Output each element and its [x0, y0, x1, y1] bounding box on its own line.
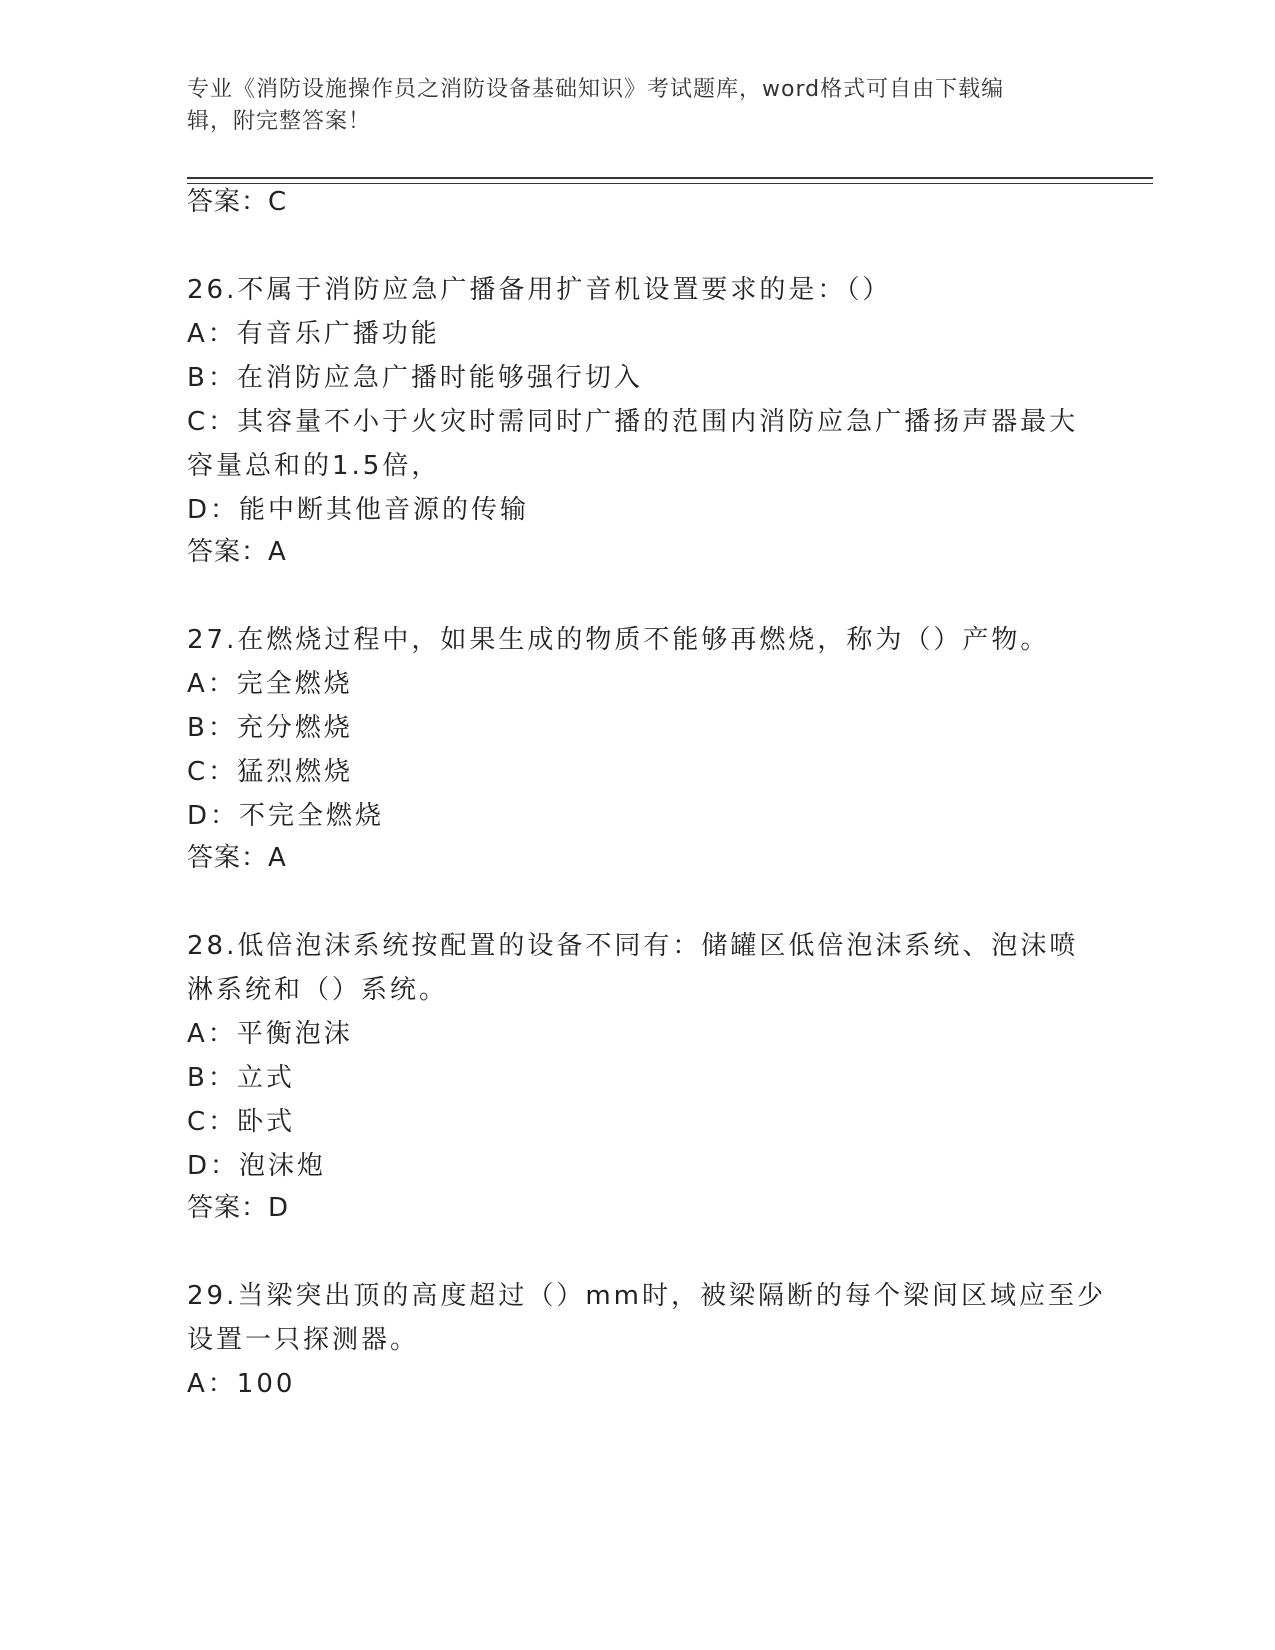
- question-26-option-d: D：能中断其他音源的传输: [187, 495, 530, 525]
- answer-27: 答案：A: [187, 843, 287, 873]
- question-29-stem-cont: 设置一只探测器。: [187, 1325, 420, 1355]
- question-28-stem: 28.低倍泡沫系统按配置的设备不同有：储罐区低倍泡沫系统、泡沫喷: [187, 931, 1079, 961]
- question-26-stem: 26.不属于消防应急广播备用扩音机设置要求的是：（）: [187, 275, 892, 305]
- question-27-option-d: D：不完全燃烧: [187, 801, 385, 831]
- question-27-option-c: C：猛烈燃烧: [187, 757, 354, 787]
- question-28-stem-cont: 淋系统和（）系统。: [187, 975, 449, 1005]
- answer-28: 答案：D: [187, 1193, 290, 1223]
- question-28-option-a: A：平衡泡沫: [187, 1019, 353, 1049]
- question-26-option-c-cont: 容量总和的1.5倍，: [187, 451, 441, 481]
- question-27-option-b: B：充分燃烧: [187, 713, 353, 743]
- question-28-option-d: D：泡沫炮: [187, 1151, 327, 1181]
- header-line-1: 专业《消防设施操作员之消防设备基础知识》考试题库，word格式可自由下载编: [187, 77, 1005, 102]
- question-26-option-c: C：其容量不小于火灾时需同时广播的范围内消防应急广播扬声器最大: [187, 407, 1079, 437]
- question-26-option-a: A：有音乐广播功能: [187, 319, 440, 349]
- question-29-option-a: A：100: [187, 1369, 296, 1399]
- answer-25: 答案：C: [187, 187, 288, 217]
- question-28-option-b: B：立式: [187, 1063, 295, 1093]
- header-line-2: 辑，附完整答案！: [187, 109, 372, 134]
- question-28-option-c: C：卧式: [187, 1107, 296, 1137]
- question-27-stem: 27.在燃烧过程中，如果生成的物质不能够再燃烧，称为（）产物。: [187, 625, 1050, 655]
- question-26-option-b: B：在消防应急广播时能够强行切入: [187, 363, 643, 393]
- header-divider-thick: [187, 177, 1153, 179]
- document-header: [187, 74, 1067, 138]
- question-27-option-a: A：完全燃烧: [187, 669, 353, 699]
- answer-26: 答案：A: [187, 537, 287, 567]
- question-29-stem: 29.当梁突出顶的高度超过（）mm时，被梁隔断的每个梁间区域应至少: [187, 1281, 1107, 1311]
